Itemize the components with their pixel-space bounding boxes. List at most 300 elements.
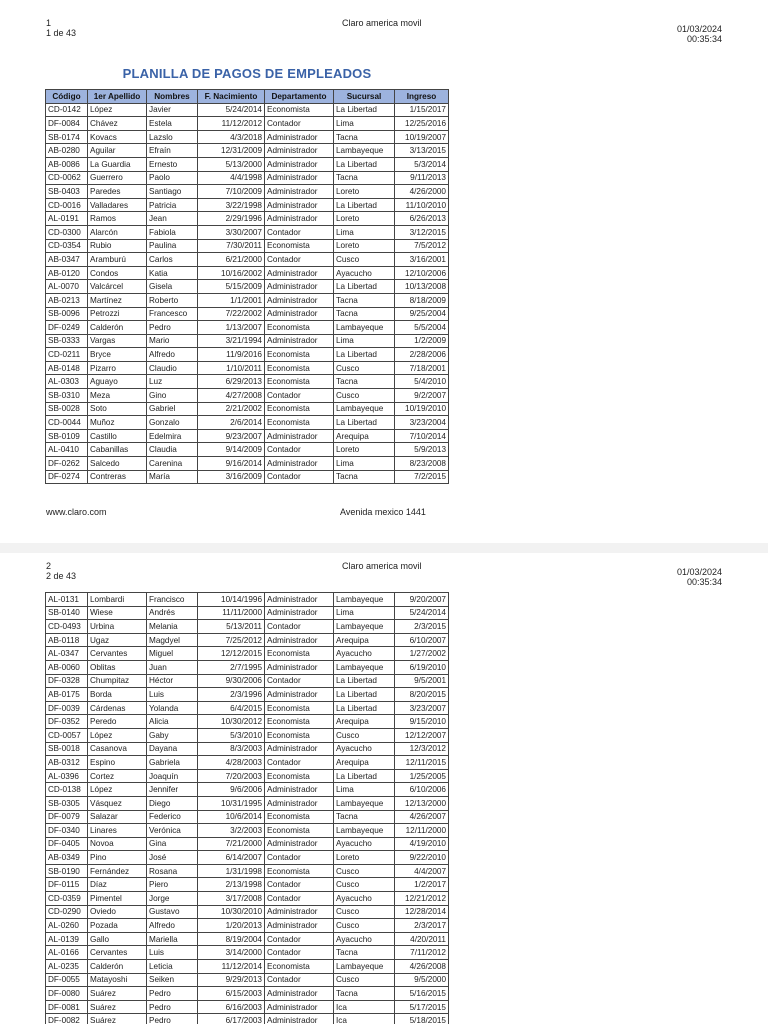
cell-department: Administrador bbox=[265, 266, 334, 280]
cell-branch: Arequipa bbox=[334, 429, 395, 443]
cell-hire-date: 12/21/2012 bbox=[395, 892, 449, 906]
cell-first-name: Luis bbox=[147, 688, 198, 702]
cell-branch: Cusco bbox=[334, 389, 395, 403]
cell-birth-date: 7/20/2003 bbox=[198, 769, 265, 783]
table-row bbox=[46, 660, 449, 674]
cell-birth-date: 7/22/2002 bbox=[198, 307, 265, 321]
cell-first-name: Gisela bbox=[147, 280, 198, 294]
cell-hire-date: 12/10/2006 bbox=[395, 266, 449, 280]
cell-last-name: Petrozzi bbox=[88, 307, 147, 321]
cell-hire-date: 9/11/2013 bbox=[395, 171, 449, 185]
cell-code: DF-0262 bbox=[46, 457, 88, 471]
cell-branch: La Libertad bbox=[334, 103, 395, 117]
cell-department: Contador bbox=[265, 117, 334, 131]
cell-last-name: Casanova bbox=[88, 742, 147, 756]
cell-code: DF-0405 bbox=[46, 837, 88, 851]
cell-branch: Lambayeque bbox=[334, 620, 395, 634]
cell-code: AB-0086 bbox=[46, 157, 88, 171]
report-time: 00:35:34 bbox=[686, 577, 722, 587]
table-row bbox=[46, 457, 449, 471]
table-row bbox=[46, 293, 449, 307]
cell-branch: Lima bbox=[334, 606, 395, 620]
cell-hire-date: 7/11/2012 bbox=[395, 946, 449, 960]
company-name: Claro america movil bbox=[342, 561, 422, 571]
cell-first-name: Miguel bbox=[147, 647, 198, 661]
cell-hire-date: 10/19/2010 bbox=[395, 402, 449, 416]
cell-last-name: Pimentel bbox=[88, 892, 147, 906]
cell-department: Administrador bbox=[265, 660, 334, 674]
table-row bbox=[46, 973, 449, 987]
cell-hire-date: 9/15/2010 bbox=[395, 715, 449, 729]
cell-birth-date: 2/3/1996 bbox=[198, 688, 265, 702]
cell-code: SB-0174 bbox=[46, 130, 88, 144]
table-row bbox=[46, 824, 449, 838]
cell-birth-date: 2/7/1995 bbox=[198, 660, 265, 674]
cell-last-name: López bbox=[88, 103, 147, 117]
cell-branch: Tacna bbox=[334, 946, 395, 960]
cell-department: Contador bbox=[265, 973, 334, 987]
cell-branch: La Libertad bbox=[334, 701, 395, 715]
cell-birth-date: 1/13/2007 bbox=[198, 321, 265, 335]
cell-hire-date: 4/26/2008 bbox=[395, 960, 449, 974]
table-row bbox=[46, 688, 449, 702]
cell-department: Administrador bbox=[265, 212, 334, 226]
footer-address: Avenida mexico 1441 bbox=[340, 507, 426, 517]
cell-branch: Lima bbox=[334, 457, 395, 471]
cell-branch: Lambayeque bbox=[334, 321, 395, 335]
cell-code: CD-0290 bbox=[46, 905, 88, 919]
cell-first-name: Verónica bbox=[147, 824, 198, 838]
cell-code: AL-0396 bbox=[46, 769, 88, 783]
cell-first-name: Héctor bbox=[147, 674, 198, 688]
cell-department: Administrador bbox=[265, 688, 334, 702]
cell-first-name: Francesco bbox=[147, 307, 198, 321]
cell-hire-date: 7/18/2001 bbox=[395, 361, 449, 375]
cell-birth-date: 12/12/2015 bbox=[198, 647, 265, 661]
cell-birth-date: 4/4/1998 bbox=[198, 171, 265, 185]
cell-code: AB-0148 bbox=[46, 361, 88, 375]
report-page-2 bbox=[0, 556, 768, 1024]
cell-first-name: José bbox=[147, 851, 198, 865]
cell-code: SB-0403 bbox=[46, 185, 88, 199]
cell-department: Economista bbox=[265, 348, 334, 362]
cell-branch: La Libertad bbox=[334, 769, 395, 783]
cell-first-name: Rosana bbox=[147, 864, 198, 878]
cell-code: AL-0347 bbox=[46, 647, 88, 661]
cell-first-name: Alfredo bbox=[147, 348, 198, 362]
cell-hire-date: 5/4/2010 bbox=[395, 375, 449, 389]
cell-first-name: Carlos bbox=[147, 253, 198, 267]
cell-last-name: Vásquez bbox=[88, 796, 147, 810]
cell-first-name: Efraín bbox=[147, 144, 198, 158]
cell-first-name: Gina bbox=[147, 837, 198, 851]
cell-birth-date: 10/14/1996 bbox=[198, 593, 265, 607]
cell-code: CD-0211 bbox=[46, 348, 88, 362]
cell-birth-date: 2/29/1996 bbox=[198, 212, 265, 226]
cell-first-name: Katia bbox=[147, 266, 198, 280]
cell-code: AB-0312 bbox=[46, 756, 88, 770]
cell-birth-date: 6/15/2003 bbox=[198, 987, 265, 1001]
cell-hire-date: 4/19/2010 bbox=[395, 837, 449, 851]
cell-department: Economista bbox=[265, 416, 334, 430]
cell-code: DF-0274 bbox=[46, 470, 88, 484]
cell-first-name: Joaquín bbox=[147, 769, 198, 783]
cell-birth-date: 9/23/2007 bbox=[198, 429, 265, 443]
cell-hire-date: 5/3/2014 bbox=[395, 157, 449, 171]
cell-branch: Ica bbox=[334, 1014, 395, 1024]
cell-hire-date: 7/10/2014 bbox=[395, 429, 449, 443]
table-row bbox=[46, 932, 449, 946]
company-name: Claro america movil bbox=[342, 18, 422, 28]
cell-birth-date: 2/21/2002 bbox=[198, 402, 265, 416]
table-row bbox=[46, 361, 449, 375]
cell-code: SB-0305 bbox=[46, 796, 88, 810]
cell-hire-date: 12/13/2000 bbox=[395, 796, 449, 810]
cell-birth-date: 11/9/2016 bbox=[198, 348, 265, 362]
cell-department: Contador bbox=[265, 851, 334, 865]
cell-hire-date: 1/25/2005 bbox=[395, 769, 449, 783]
table-row bbox=[46, 796, 449, 810]
table-row bbox=[46, 307, 449, 321]
cell-hire-date: 1/2/2017 bbox=[395, 878, 449, 892]
table-row bbox=[46, 593, 449, 607]
cell-birth-date: 4/28/2003 bbox=[198, 756, 265, 770]
cell-first-name: Claudia bbox=[147, 443, 198, 457]
page-count: 1 de 43 bbox=[46, 28, 77, 38]
cell-hire-date: 12/3/2012 bbox=[395, 742, 449, 756]
cell-hire-date: 12/28/2014 bbox=[395, 905, 449, 919]
table-row bbox=[46, 144, 449, 158]
table-row bbox=[46, 742, 449, 756]
cell-last-name: Vargas bbox=[88, 334, 147, 348]
cell-last-name: Chumpitaz bbox=[88, 674, 147, 688]
table-row bbox=[46, 606, 449, 620]
cell-department: Economista bbox=[265, 647, 334, 661]
cell-department: Economista bbox=[265, 103, 334, 117]
page-number-block bbox=[46, 561, 76, 581]
cell-birth-date: 3/22/1998 bbox=[198, 198, 265, 212]
cell-department: Contador bbox=[265, 756, 334, 770]
cell-department: Economista bbox=[265, 810, 334, 824]
cell-hire-date: 8/20/2015 bbox=[395, 688, 449, 702]
cell-branch: Ayacucho bbox=[334, 892, 395, 906]
cell-code: DF-0080 bbox=[46, 987, 88, 1001]
cell-hire-date: 9/25/2004 bbox=[395, 307, 449, 321]
report-date: 01/03/2024 bbox=[676, 24, 722, 34]
cell-last-name: Ugaz bbox=[88, 633, 147, 647]
cell-code: CD-0044 bbox=[46, 416, 88, 430]
cell-code: AL-0260 bbox=[46, 919, 88, 933]
table-row bbox=[46, 715, 449, 729]
footer-website: www.claro.com bbox=[46, 507, 107, 517]
table-row bbox=[46, 851, 449, 865]
table-row bbox=[46, 1000, 449, 1014]
cell-code: SB-0190 bbox=[46, 864, 88, 878]
cell-department: Administrador bbox=[265, 1000, 334, 1014]
employees-table-page-1 bbox=[45, 89, 449, 484]
table-row bbox=[46, 960, 449, 974]
cell-hire-date: 4/26/2000 bbox=[395, 185, 449, 199]
cell-last-name: Espino bbox=[88, 756, 147, 770]
cell-hire-date: 12/25/2016 bbox=[395, 117, 449, 131]
cell-hire-date: 2/3/2017 bbox=[395, 919, 449, 933]
cell-last-name: Matayoshi bbox=[88, 973, 147, 987]
cell-department: Contador bbox=[265, 470, 334, 484]
cell-hire-date: 12/12/2007 bbox=[395, 728, 449, 742]
column-header: 1er Apellido bbox=[88, 90, 147, 104]
cell-last-name: Castillo bbox=[88, 429, 147, 443]
cell-first-name: Ernesto bbox=[147, 157, 198, 171]
cell-first-name: Edelmira bbox=[147, 429, 198, 443]
table-row bbox=[46, 198, 449, 212]
table-row bbox=[46, 212, 449, 226]
cell-branch: Lima bbox=[334, 117, 395, 131]
table-row bbox=[46, 987, 449, 1001]
cell-branch: Ayacucho bbox=[334, 266, 395, 280]
page-separator bbox=[0, 543, 768, 553]
cell-first-name: Jennifer bbox=[147, 783, 198, 797]
cell-hire-date: 5/24/2014 bbox=[395, 606, 449, 620]
cell-branch: Loreto bbox=[334, 239, 395, 253]
cell-birth-date: 5/13/2011 bbox=[198, 620, 265, 634]
cell-first-name: Gabriel bbox=[147, 402, 198, 416]
cell-last-name: Meza bbox=[88, 389, 147, 403]
cell-department: Economista bbox=[265, 824, 334, 838]
cell-branch: Lima bbox=[334, 225, 395, 239]
cell-last-name: Oblitas bbox=[88, 660, 147, 674]
cell-hire-date: 12/11/2000 bbox=[395, 824, 449, 838]
column-header: Ingreso bbox=[395, 90, 449, 104]
cell-department: Contador bbox=[265, 946, 334, 960]
cell-birth-date: 10/30/2010 bbox=[198, 905, 265, 919]
column-header: Nombres bbox=[147, 90, 198, 104]
cell-code: SB-0018 bbox=[46, 742, 88, 756]
cell-first-name: Gaby bbox=[147, 728, 198, 742]
cell-department: Administrador bbox=[265, 593, 334, 607]
cell-department: Economista bbox=[265, 239, 334, 253]
cell-department: Contador bbox=[265, 932, 334, 946]
table-row bbox=[46, 402, 449, 416]
cell-code: CD-0300 bbox=[46, 225, 88, 239]
cell-first-name: Pedro bbox=[147, 1014, 198, 1024]
cell-code: DF-0328 bbox=[46, 674, 88, 688]
cell-branch: La Libertad bbox=[334, 688, 395, 702]
cell-branch: Lambayeque bbox=[334, 593, 395, 607]
cell-last-name: Calderón bbox=[88, 321, 147, 335]
cell-hire-date: 5/17/2015 bbox=[395, 1000, 449, 1014]
cell-code: SB-0333 bbox=[46, 334, 88, 348]
cell-birth-date: 12/31/2009 bbox=[198, 144, 265, 158]
cell-last-name: Pozada bbox=[88, 919, 147, 933]
cell-department: Administrador bbox=[265, 905, 334, 919]
cell-branch: Arequipa bbox=[334, 715, 395, 729]
cell-branch: Tacna bbox=[334, 987, 395, 1001]
cell-code: AB-0213 bbox=[46, 293, 88, 307]
cell-branch: Tacna bbox=[334, 375, 395, 389]
cell-code: CD-0138 bbox=[46, 783, 88, 797]
cell-department: Administrador bbox=[265, 293, 334, 307]
cell-code: SB-0028 bbox=[46, 402, 88, 416]
cell-branch: Lima bbox=[334, 783, 395, 797]
cell-last-name: Guerrero bbox=[88, 171, 147, 185]
table-row bbox=[46, 919, 449, 933]
cell-department: Administrador bbox=[265, 130, 334, 144]
cell-branch: Tacna bbox=[334, 810, 395, 824]
cell-department: Contador bbox=[265, 892, 334, 906]
cell-last-name: Chávez bbox=[88, 117, 147, 131]
cell-birth-date: 5/15/2009 bbox=[198, 280, 265, 294]
table-row bbox=[46, 783, 449, 797]
cell-department: Administrador bbox=[265, 185, 334, 199]
cell-birth-date: 3/16/2009 bbox=[198, 470, 265, 484]
cell-last-name: Alarcón bbox=[88, 225, 147, 239]
cell-branch: Ayacucho bbox=[334, 647, 395, 661]
table-row bbox=[46, 334, 449, 348]
cell-first-name: Mariella bbox=[147, 932, 198, 946]
cell-birth-date: 7/10/2009 bbox=[198, 185, 265, 199]
cell-first-name: Federico bbox=[147, 810, 198, 824]
cell-birth-date: 1/1/2001 bbox=[198, 293, 265, 307]
cell-first-name: Piero bbox=[147, 878, 198, 892]
cell-hire-date: 2/28/2006 bbox=[395, 348, 449, 362]
cell-birth-date: 5/3/2010 bbox=[198, 728, 265, 742]
cell-department: Economista bbox=[265, 864, 334, 878]
cell-hire-date: 4/20/2011 bbox=[395, 932, 449, 946]
cell-branch: Ayacucho bbox=[334, 742, 395, 756]
cell-hire-date: 3/16/2001 bbox=[395, 253, 449, 267]
cell-hire-date: 12/11/2015 bbox=[395, 756, 449, 770]
cell-branch: Cusco bbox=[334, 728, 395, 742]
table-row bbox=[46, 864, 449, 878]
cell-birth-date: 7/30/2011 bbox=[198, 239, 265, 253]
table-row bbox=[46, 375, 449, 389]
cell-department: Administrador bbox=[265, 280, 334, 294]
cell-branch: Lambayeque bbox=[334, 402, 395, 416]
cell-code: AL-0235 bbox=[46, 960, 88, 974]
cell-hire-date: 8/18/2009 bbox=[395, 293, 449, 307]
cell-department: Administrador bbox=[265, 606, 334, 620]
cell-last-name: López bbox=[88, 728, 147, 742]
cell-birth-date: 3/17/2008 bbox=[198, 892, 265, 906]
cell-hire-date: 9/20/2007 bbox=[395, 593, 449, 607]
cell-department: Contador bbox=[265, 253, 334, 267]
cell-code: DF-0084 bbox=[46, 117, 88, 131]
cell-department: Economista bbox=[265, 402, 334, 416]
cell-birth-date: 1/20/2013 bbox=[198, 919, 265, 933]
cell-department: Administrador bbox=[265, 796, 334, 810]
table-row bbox=[46, 837, 449, 851]
cell-last-name: Suárez bbox=[88, 1000, 147, 1014]
table-row bbox=[46, 443, 449, 457]
timestamp-block bbox=[677, 567, 722, 587]
cell-birth-date: 1/10/2011 bbox=[198, 361, 265, 375]
cell-first-name: Magdyel bbox=[147, 633, 198, 647]
cell-code: DF-0340 bbox=[46, 824, 88, 838]
cell-last-name: Salazar bbox=[88, 810, 147, 824]
cell-branch: La Libertad bbox=[334, 348, 395, 362]
cell-code: AB-0347 bbox=[46, 253, 88, 267]
cell-code: SB-0140 bbox=[46, 606, 88, 620]
cell-first-name: Estela bbox=[147, 117, 198, 131]
cell-last-name: Martínez bbox=[88, 293, 147, 307]
cell-department: Contador bbox=[265, 225, 334, 239]
cell-last-name: Pizarro bbox=[88, 361, 147, 375]
cell-last-name: Novoa bbox=[88, 837, 147, 851]
cell-code: AL-0166 bbox=[46, 946, 88, 960]
table-row bbox=[46, 429, 449, 443]
cell-last-name: Fernández bbox=[88, 864, 147, 878]
table-row bbox=[46, 728, 449, 742]
cell-department: Contador bbox=[265, 878, 334, 892]
column-header: Código bbox=[46, 90, 88, 104]
cell-first-name: Gustavo bbox=[147, 905, 198, 919]
page-number-block bbox=[46, 18, 76, 38]
cell-birth-date: 9/30/2006 bbox=[198, 674, 265, 688]
cell-department: Administrador bbox=[265, 783, 334, 797]
cell-branch: La Libertad bbox=[334, 198, 395, 212]
cell-last-name: Suárez bbox=[88, 1014, 147, 1024]
cell-code: AL-0131 bbox=[46, 593, 88, 607]
cell-birth-date: 10/6/2014 bbox=[198, 810, 265, 824]
cell-branch: Tacna bbox=[334, 171, 395, 185]
cell-department: Administrador bbox=[265, 633, 334, 647]
table-row bbox=[46, 756, 449, 770]
table-row bbox=[46, 117, 449, 131]
cell-department: Economista bbox=[265, 375, 334, 389]
table-row bbox=[46, 946, 449, 960]
cell-first-name: Patricia bbox=[147, 198, 198, 212]
cell-first-name: Mario bbox=[147, 334, 198, 348]
cell-department: Administrador bbox=[265, 171, 334, 185]
cell-code: AL-0303 bbox=[46, 375, 88, 389]
cell-hire-date: 7/5/2012 bbox=[395, 239, 449, 253]
cell-branch: Lambayeque bbox=[334, 660, 395, 674]
cell-branch: Tacna bbox=[334, 130, 395, 144]
cell-branch: La Libertad bbox=[334, 416, 395, 430]
cell-code: CD-0354 bbox=[46, 239, 88, 253]
cell-code: CD-0057 bbox=[46, 728, 88, 742]
table-row bbox=[46, 171, 449, 185]
cell-last-name: Salcedo bbox=[88, 457, 147, 471]
table-row bbox=[46, 130, 449, 144]
cell-last-name: La Guardia bbox=[88, 157, 147, 171]
cell-first-name: Luz bbox=[147, 375, 198, 389]
cell-last-name: Linares bbox=[88, 824, 147, 838]
cell-code: DF-0081 bbox=[46, 1000, 88, 1014]
cell-hire-date: 4/4/2007 bbox=[395, 864, 449, 878]
cell-last-name: Cervantes bbox=[88, 946, 147, 960]
cell-department: Economista bbox=[265, 728, 334, 742]
cell-department: Economista bbox=[265, 960, 334, 974]
table-row bbox=[46, 905, 449, 919]
cell-first-name: Gabriela bbox=[147, 756, 198, 770]
cell-last-name: Gallo bbox=[88, 932, 147, 946]
cell-department: Contador bbox=[265, 389, 334, 403]
cell-first-name: María bbox=[147, 470, 198, 484]
cell-first-name: Pedro bbox=[147, 1000, 198, 1014]
cell-branch: Cusco bbox=[334, 253, 395, 267]
cell-first-name: Alfredo bbox=[147, 919, 198, 933]
table-row bbox=[46, 647, 449, 661]
cell-branch: Cusco bbox=[334, 878, 395, 892]
cell-birth-date: 1/31/1998 bbox=[198, 864, 265, 878]
cell-branch: Tacna bbox=[334, 470, 395, 484]
cell-department: Administrador bbox=[265, 157, 334, 171]
cell-department: Economista bbox=[265, 701, 334, 715]
cell-first-name: Francisco bbox=[147, 593, 198, 607]
cell-last-name: Kovacs bbox=[88, 130, 147, 144]
cell-hire-date: 6/10/2007 bbox=[395, 633, 449, 647]
